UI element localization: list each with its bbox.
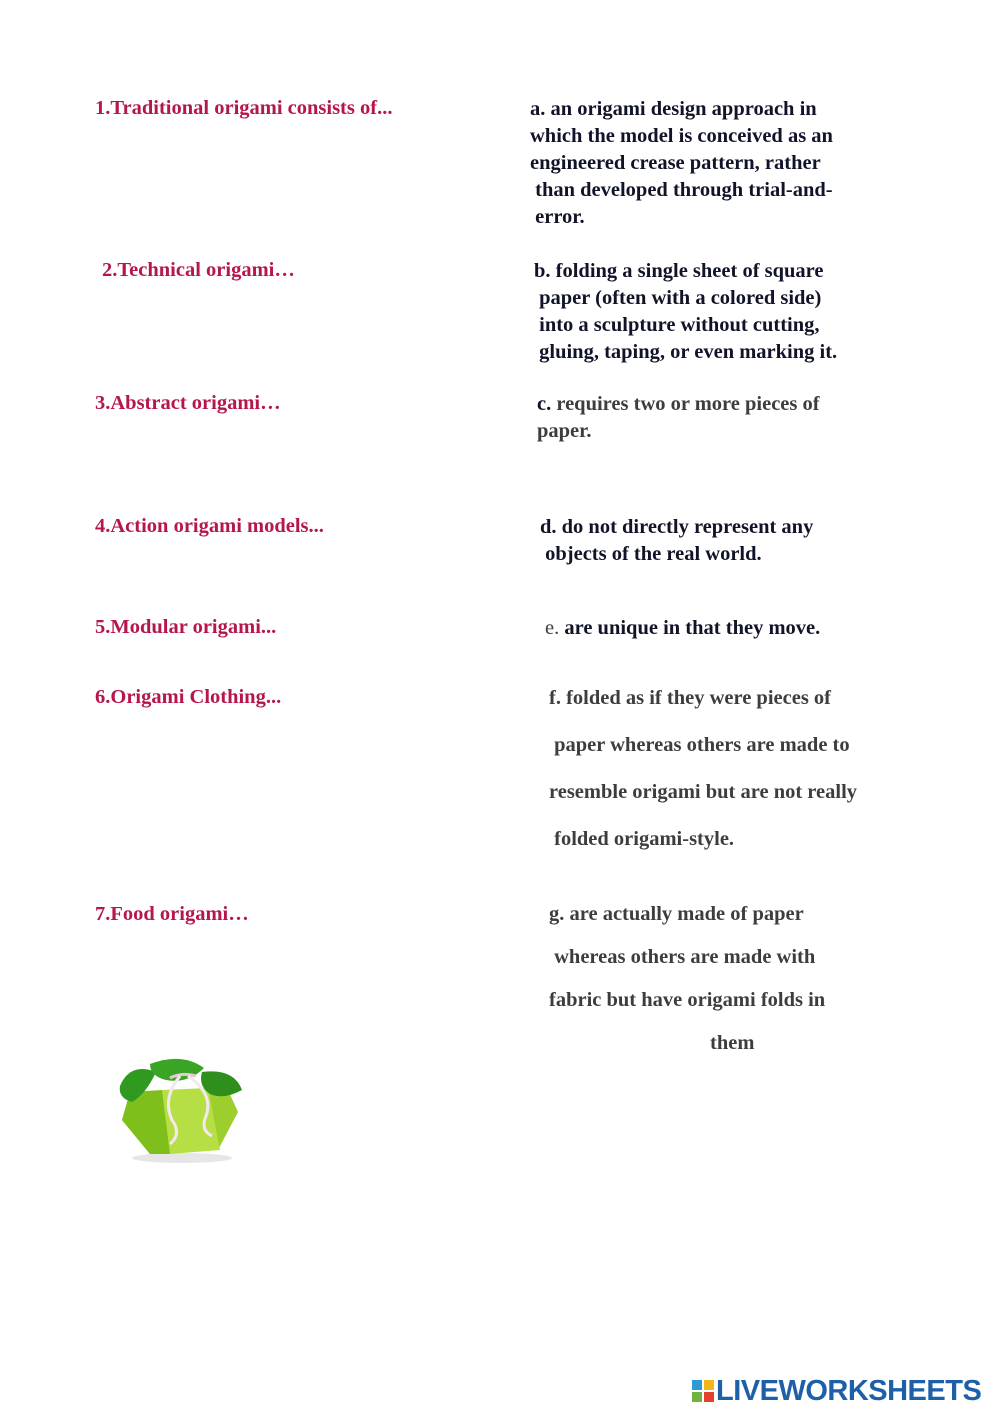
- answer-g-line: them: [710, 1032, 755, 1054]
- answer-c: [537, 391, 820, 445]
- answer-f: [549, 675, 857, 863]
- answer-d-line: objects of the real world.: [540, 543, 762, 565]
- question-2: 2.Technical origami…: [102, 259, 295, 281]
- answer-f-line: folded origami-style.: [549, 828, 735, 850]
- answer-e-text: are unique in that they move.: [564, 617, 821, 639]
- answer-f-line: f. folded as if they were pieces of: [549, 687, 832, 709]
- answer-g-line: whereas others are made with: [549, 946, 816, 968]
- answer-a: [530, 96, 833, 231]
- origami-gift-image: [110, 1050, 255, 1165]
- answer-d-line: d. do not directly represent any: [540, 516, 814, 538]
- answer-a-line: than developed through trial-and-: [530, 179, 833, 201]
- answer-c-text: requires two or more pieces of: [556, 393, 820, 415]
- answer-c-letter: c.: [537, 393, 552, 415]
- answer-a-line: which the model is conceived as an: [530, 125, 833, 147]
- answer-b-line: b. folding a single sheet of square: [534, 260, 824, 282]
- answer-e-line: [545, 615, 820, 642]
- answer-c-line: paper.: [537, 420, 592, 442]
- answer-a-line: error.: [530, 206, 585, 228]
- answer-e-letter: e.: [545, 617, 560, 639]
- answer-c-line: [537, 391, 820, 418]
- question-1: 1.Traditional origami consists of...: [95, 97, 393, 119]
- answer-f-line: resemble origami but are not really: [549, 781, 858, 803]
- question-3: 3.Abstract origami…: [95, 392, 281, 414]
- answer-d: [540, 514, 813, 568]
- answer-a-line: engineered crease pattern, rather: [530, 152, 821, 174]
- question-6: 6.Origami Clothing...: [95, 686, 282, 708]
- liveworksheets-logo-icon: [692, 1380, 714, 1402]
- answer-b: [534, 258, 837, 366]
- liveworksheets-logo: [692, 1376, 981, 1406]
- answer-b-line: into a sculpture without cutting,: [534, 314, 820, 336]
- answer-b-line: gluing, taping, or even marking it.: [534, 341, 838, 363]
- answer-f-line: paper whereas others are made to: [549, 734, 850, 756]
- question-5: 5.Modular origami...: [95, 616, 277, 638]
- answer-g-line: g. are actually made of paper: [549, 903, 804, 925]
- logo-text: LIVEWORKSHEETS: [716, 1374, 982, 1407]
- answer-g: [549, 893, 825, 1065]
- answer-b-line: paper (often with a colored side): [534, 287, 822, 309]
- question-7: 7.Food origami…: [95, 903, 249, 925]
- answer-e: [545, 615, 820, 642]
- answer-g-line: fabric but have origami folds in: [549, 989, 826, 1011]
- question-4: 4.Action origami models...: [95, 515, 324, 537]
- answer-a-line: a. an origami design approach in: [530, 98, 817, 120]
